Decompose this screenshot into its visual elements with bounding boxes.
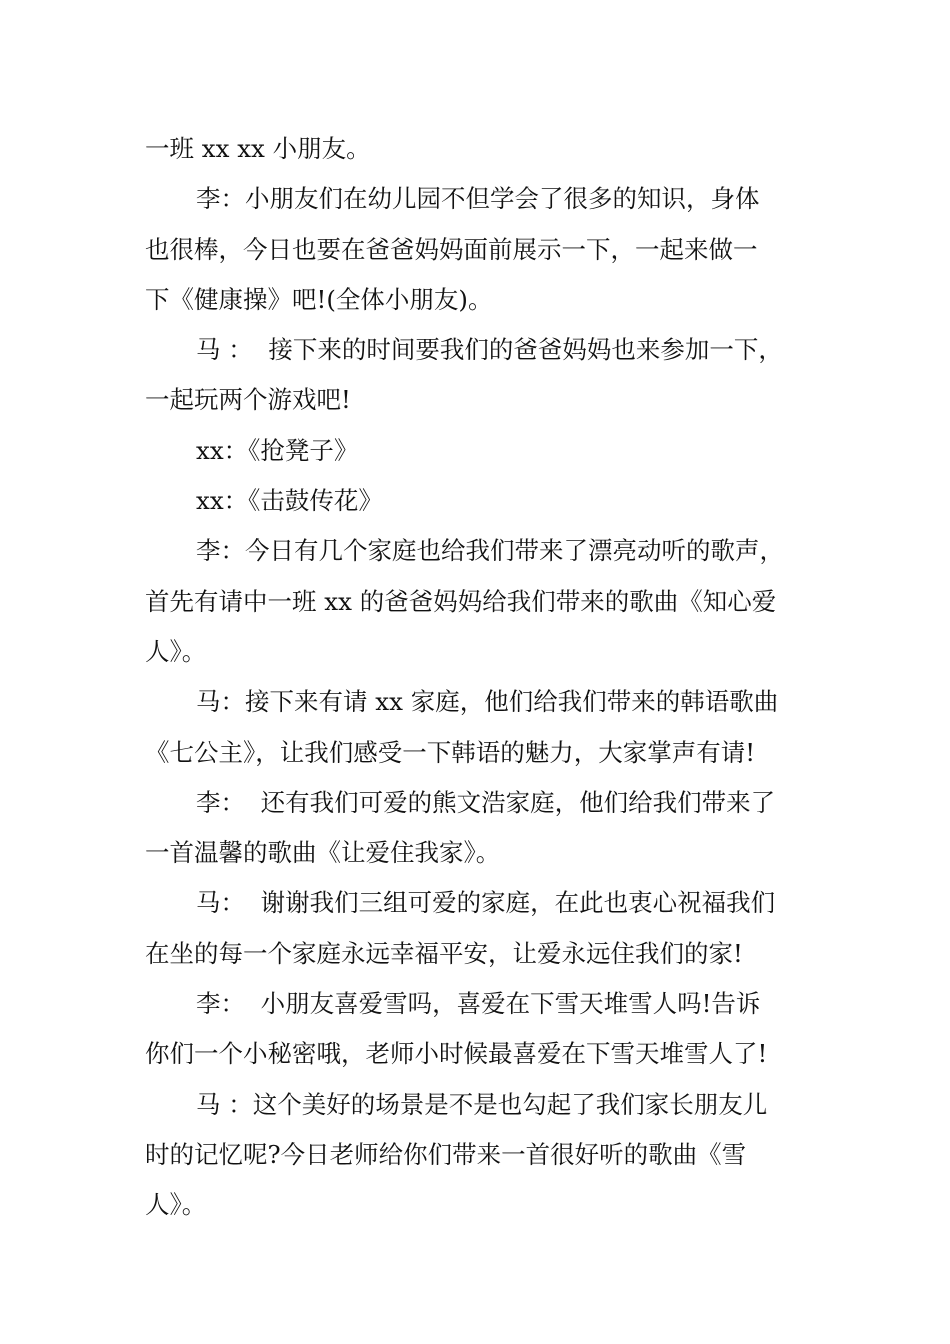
text-line: 一首温馨的歌曲《让爱住我家》。 <box>145 838 501 868</box>
text-line: 李： 小朋友喜爱雪吗，喜爱在下雪天堆雪人吗!告诉 <box>196 989 761 1019</box>
text-line: 你们一个小秘密哦，老师小时候最喜爱在下雪天堆雪人了! <box>145 1039 768 1069</box>
text-line: 《七公主》，让我们感受一下韩语的魅力，大家掌声有请! <box>145 737 756 767</box>
document-body <box>145 124 810 1231</box>
text-line: 李：小朋友们在幼儿园不但学会了很多的知识，身体 <box>196 184 760 214</box>
text-line: 马 ： 接下来的时间要我们的爸爸妈妈也来参加一下， <box>196 335 783 365</box>
text-line: 下《健康操》吧!(全体小朋友)。 <box>145 284 493 314</box>
text-line: 李：今日有几个家庭也给我们带来了漂亮动听的歌声， <box>196 536 784 566</box>
text-line: 马：接下来有请 xx 家庭，他们给我们带来的韩语歌曲 <box>196 687 779 717</box>
text-line: 一起玩两个游戏吧! <box>145 385 351 415</box>
text-line: xx：《击鼓传花》 <box>196 486 383 516</box>
text-line: 马： 谢谢我们三组可爱的家庭，在此也衷心祝福我们 <box>196 888 776 918</box>
text-line: 时的记忆呢?今日老师给你们带来一首很好听的歌曲《雪 <box>145 1139 747 1169</box>
text-line: 也很棒，今日也要在爸爸妈妈面前展示一下，一起来做一 <box>145 234 758 264</box>
text-line: 在坐的每一个家庭永远幸福平安，让爱永远住我们的家! <box>145 938 743 968</box>
text-line: 人》。 <box>145 636 207 666</box>
text-line: 马 ：这个美好的场景是不是也勾起了我们家长朋友儿 <box>196 1089 768 1119</box>
text-line: 人》。 <box>145 1190 207 1220</box>
text-line: xx：《抢凳子》 <box>196 435 359 465</box>
text-line: 李： 还有我们可爱的熊文浩家庭，他们给我们带来了 <box>196 787 776 817</box>
text-line: 一班 xx xx 小朋友。 <box>145 134 371 163</box>
text-line: 首先有请中一班 xx 的爸爸妈妈给我们带来的歌曲《知心爱 <box>145 586 777 616</box>
